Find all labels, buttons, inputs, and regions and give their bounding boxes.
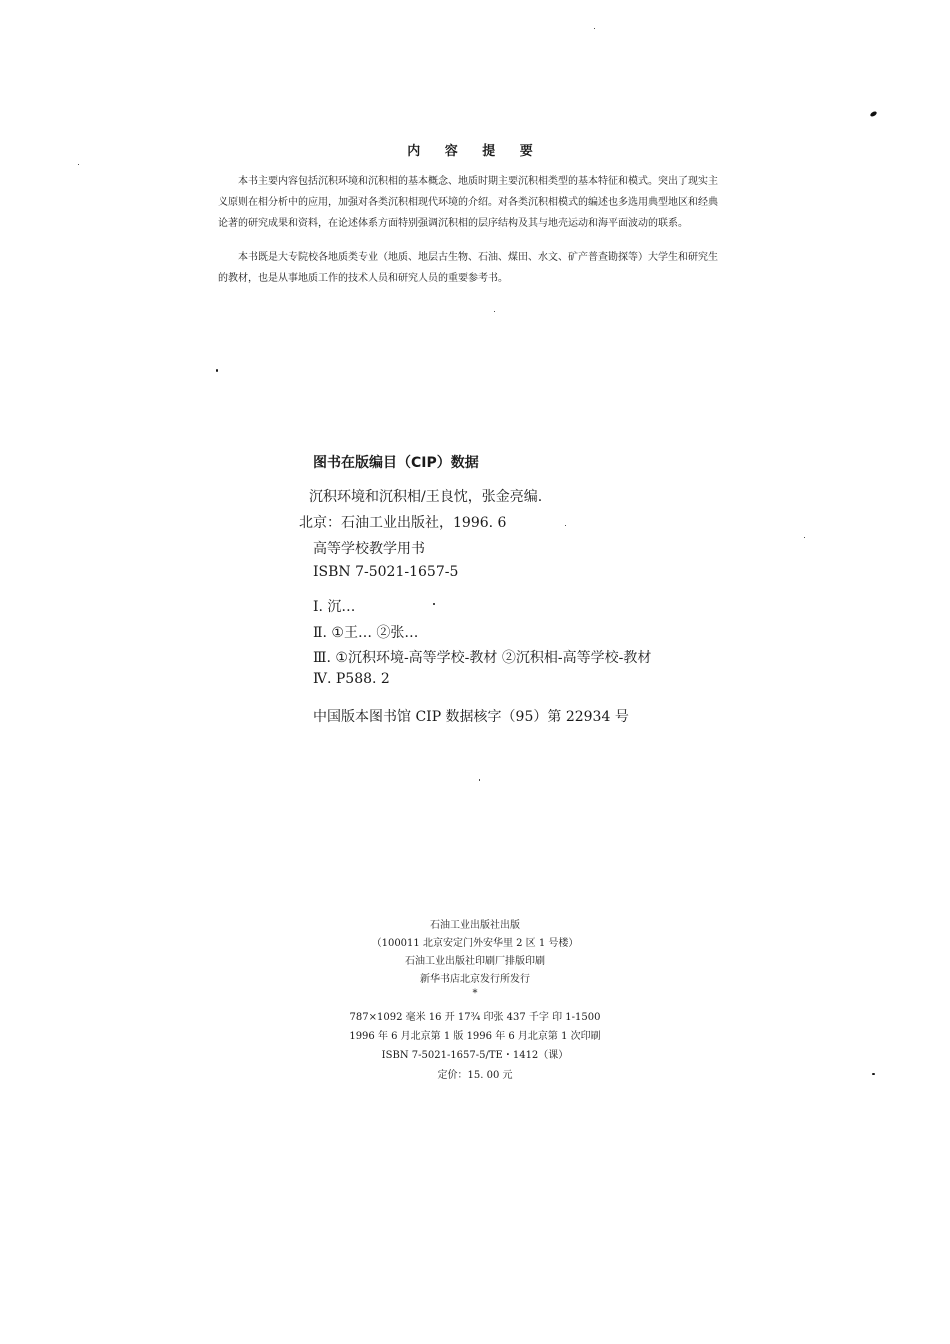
imprint-price: 定价：15. 00 元 bbox=[437, 1070, 513, 1081]
cip-core-number: 中国版本图书馆 CIP 数据核字（95）第 22934 号 bbox=[313, 709, 629, 725]
scan-speck bbox=[869, 111, 877, 118]
scan-speck bbox=[494, 311, 495, 312]
imprint-specs: 787×1092 毫米 16 开 17¾ 印张 437 千字 印 1-1500 bbox=[349, 1012, 601, 1023]
cip-class-1: Ⅰ. 沉… bbox=[313, 599, 356, 615]
cip-class-3: Ⅲ. ①沉积环境-高等学校-教材 ②沉积相-高等学校-教材 bbox=[313, 650, 652, 666]
cip-series: 高等学校教学用书 bbox=[313, 541, 425, 557]
imprint-isbn-code: ISBN 7-5021-1657-5/TE・1412（课） bbox=[381, 1050, 569, 1061]
scan-speck bbox=[804, 537, 805, 538]
cip-class-4: Ⅳ. P588. 2 bbox=[313, 671, 390, 687]
imprint-address: （100011 北京安定门外安华里 2 区 1 号楼） bbox=[371, 938, 579, 949]
cip-publisher: 北京：石油工业出版社，1996. 6 bbox=[299, 515, 507, 531]
scan-speck bbox=[216, 369, 218, 372]
cip-book-title: 沉积环境和沉积相/王良忱，张金亮编. bbox=[309, 489, 543, 505]
scan-speck bbox=[594, 28, 595, 29]
abstract-paragraph-1: 本书主要内容包括沉积环境和沉积相的基本概念、地质时期主要沉积相类型的基本特征和模式。突出了现实主义原则在相分析中的应用，加强对各类沉积相现代环境的介绍。对各类沉积相模式的编述也多选用典型地区和经典论著的研究成果和资料，在论述体系方面特别强调沉积相的层序结构及其与地壳运动和海平面波动的联系。 bbox=[218, 176, 718, 229]
imprint-publisher: 石油工业出版社出版 bbox=[430, 920, 520, 931]
imprint-edition: 1996 年 6 月北京第 1 版 1996 年 6 月北京第 1 次印刷 bbox=[349, 1031, 601, 1042]
abstract-paragraph-2: 本书既是大专院校各地质类专业（地质、地层古生物、石油、煤田、水文、矿产普查勘探等）大学生和研究生的教材，也是从事地质工作的技术人员和研究人员的重要参考书。 bbox=[218, 252, 718, 284]
imprint-distributor: 新华书店北京发行所发行 bbox=[420, 974, 530, 985]
cip-isbn: ISBN 7-5021-1657-5 bbox=[313, 564, 459, 580]
imprint-separator: * bbox=[472, 988, 478, 999]
scan-speck bbox=[433, 603, 435, 605]
scan-speck bbox=[872, 1073, 875, 1075]
scan-speck bbox=[78, 164, 79, 165]
cip-class-2: Ⅱ. ①王… ②张… bbox=[313, 625, 419, 641]
scan-speck bbox=[479, 779, 480, 781]
abstract-title: 内 容 提 要 bbox=[407, 144, 543, 159]
imprint-printer: 石油工业出版社印刷厂排版印刷 bbox=[405, 956, 545, 967]
cip-title: 图书在版编目（CIP）数据 bbox=[313, 455, 479, 471]
scan-speck bbox=[565, 525, 566, 526]
